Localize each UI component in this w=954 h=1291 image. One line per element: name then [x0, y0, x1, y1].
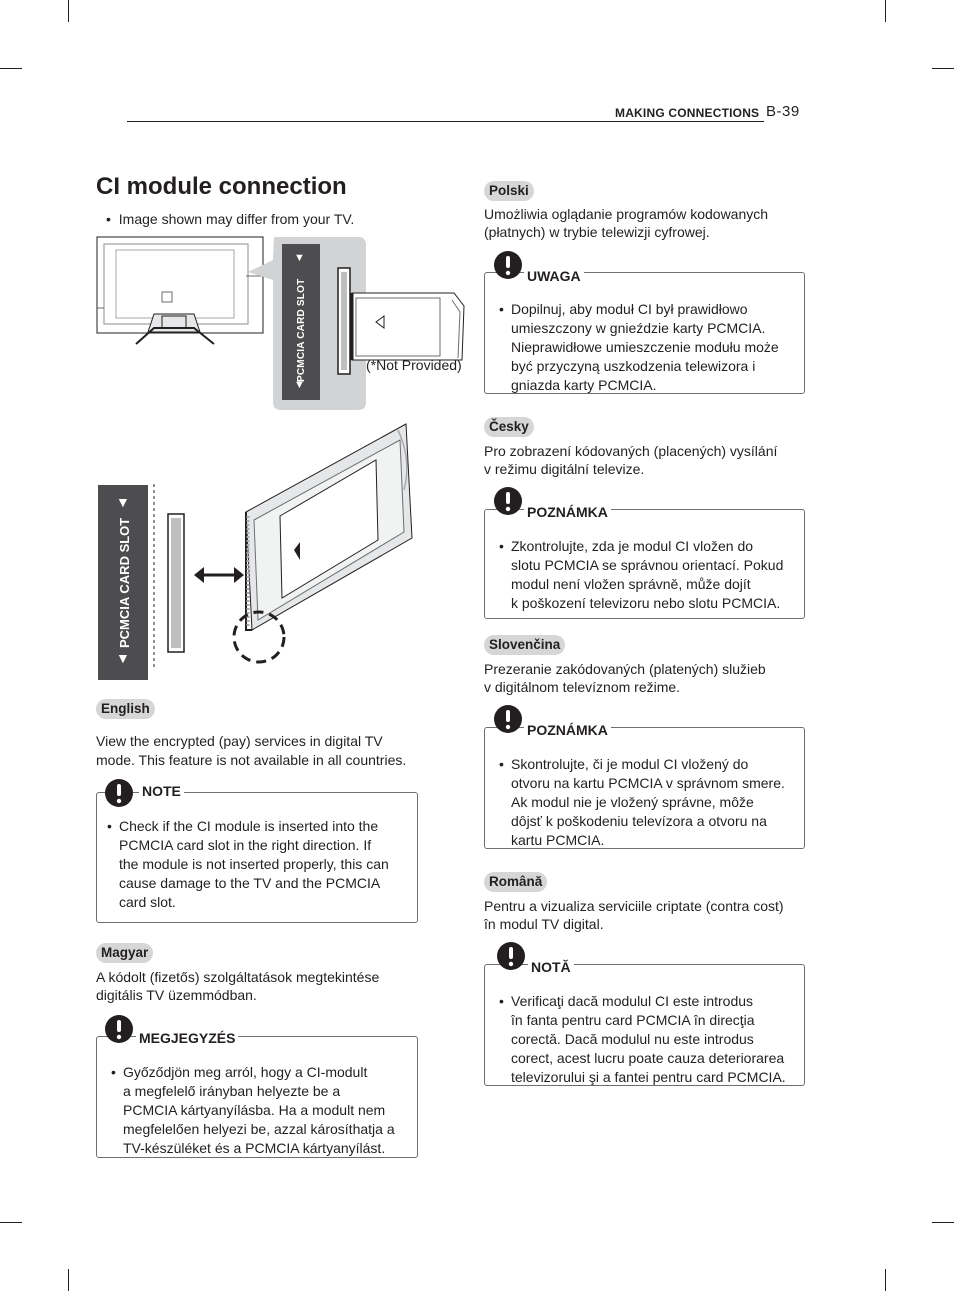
text-line: Prezeranie zakódovaných (platených) služieb	[484, 661, 766, 677]
crop-mark	[0, 1222, 22, 1223]
text-line: corect, acest lucru poate cauza deteriorarea	[511, 1050, 785, 1066]
text-line: Győződjön meg arról, hogy a CI-modult	[123, 1064, 368, 1080]
text-line: PCMCIA kártyanyílásba. Ha a modult nem	[123, 1102, 386, 1118]
exclamation-icon	[493, 250, 523, 280]
bullet-dot: •	[111, 1064, 116, 1080]
text-line: în fanta pentru card PCMCIA în direcţia	[511, 1012, 755, 1028]
note-label: POZNÁMKA	[524, 722, 611, 738]
crop-mark	[885, 0, 886, 22]
polski-desc	[484, 205, 768, 241]
note-item	[499, 300, 779, 395]
bullet-dot: •	[499, 301, 504, 317]
lang-tag-polski: Polski	[484, 181, 534, 201]
arrow-down-icon: ▼	[116, 494, 130, 510]
text-line: Pro zobrazení kódovaných (placených) vysílání	[484, 443, 778, 459]
note-label: POZNÁMKA	[524, 504, 611, 520]
tv-rear-illustration	[96, 236, 368, 412]
note-item	[107, 817, 389, 912]
text-line: a megfelelő irányban helyezte be a	[123, 1083, 341, 1099]
bullet-dot: •	[499, 993, 504, 1009]
bullet-dot: •	[107, 818, 112, 834]
text-line: Umożliwia oglądanie programów kodowanych	[484, 206, 769, 222]
exclamation-icon	[496, 941, 526, 971]
text-line: TV-készüléket és a PCMCIA kártyanyílást.	[123, 1140, 386, 1156]
text-line: View the encrypted (pay) services in digital TV	[96, 733, 383, 749]
text-line: otvoru na kartu PCMCIA v správnom smere.	[511, 775, 785, 791]
arrow-down-icon: ▼	[294, 252, 305, 264]
text-line: Nieprawidłowe umieszczenie modułu może	[511, 339, 779, 355]
text-line: A kódolt (fizetős) szolgáltatások megtekintése	[96, 969, 380, 985]
header-rule	[127, 121, 764, 122]
text-line: (płatnych) w trybie telewizji cyfrowej.	[484, 224, 710, 240]
text-line: Check if the CI module is inserted into the	[119, 818, 379, 834]
text-line: umieszczony w gnieździe karty PCMCIA.	[511, 320, 766, 336]
lang-tag-cesky: Česky	[484, 417, 534, 437]
crop-mark	[68, 0, 69, 22]
crop-mark	[932, 68, 954, 69]
cesky-desc	[484, 442, 777, 478]
lang-tag-magyar: Magyar	[96, 943, 153, 963]
bullet-dot: •	[499, 756, 504, 772]
not-provided-note: (*Not Provided)	[366, 357, 462, 373]
crop-mark	[0, 68, 22, 69]
lang-tag-romana: Română	[484, 872, 547, 892]
note-label: NOTĂ	[528, 959, 574, 975]
text-line: gniazda karty PCMCIA.	[511, 377, 657, 393]
text-line: televizorului şi a fantei pentru card PCMCIA.	[511, 1069, 786, 1085]
text-line: în modul TV digital.	[484, 916, 604, 932]
text-line: card slot.	[119, 894, 176, 910]
ci-insertion-illustration	[150, 420, 420, 670]
magyar-desc	[96, 968, 379, 1004]
note-label: UWAGA	[524, 268, 584, 284]
exclamation-icon	[493, 704, 523, 734]
text-line: mode. This feature is not available in all countries.	[96, 752, 407, 768]
text-line: Skontrolujte, či je modul CI vložený do	[511, 756, 749, 772]
text-line: Verificaţi dacă modulul CI este introdus	[511, 993, 754, 1009]
slovencina-desc	[484, 660, 766, 696]
crop-mark	[932, 1222, 954, 1223]
text-line: PCMCIA card slot in the right direction. If	[119, 837, 372, 853]
lang-tag-slovencina: Slovenčina	[484, 635, 565, 655]
exclamation-icon	[493, 486, 523, 516]
arrow-down-icon: ▼	[294, 379, 305, 391]
text-line: v digitálnom televíznom režime.	[484, 679, 681, 695]
text-line: corectă. Dacă modulul nu este introdus	[511, 1031, 754, 1047]
slot-label-large: PCMCIA CARD SLOT	[117, 517, 132, 648]
text-line: megfelelően helyezi be, azzal károsíthatja a	[123, 1121, 395, 1137]
note-item	[111, 1063, 395, 1158]
arrow-down-icon: ▼	[116, 650, 130, 666]
page-number: B-39	[766, 103, 800, 120]
text-line: dôjsť k poškodeniu televízora a otvoru na	[511, 813, 767, 829]
intro-text: Image shown may differ from your TV.	[118, 211, 355, 227]
text-line: Dopilnuj, aby moduł CI był prawidłowo	[511, 301, 748, 317]
note-item	[499, 537, 784, 613]
note-item	[499, 755, 785, 850]
text-line: k poškození televizoru nebo slotu PCMCIA.	[511, 595, 781, 611]
note-label: NOTE	[139, 783, 184, 799]
note-item	[499, 992, 786, 1087]
text-line: kartu PCMCIA.	[511, 832, 605, 848]
exclamation-icon	[104, 1014, 134, 1044]
exclamation-icon	[104, 778, 134, 808]
text-line: digitális TV üzemmódban.	[96, 987, 257, 1003]
intro-bullet	[106, 211, 354, 227]
bullet-dot: •	[499, 538, 504, 554]
text-line: the module is not inserted properly, this can	[119, 856, 389, 872]
english-desc	[96, 732, 406, 769]
crop-mark	[68, 1269, 69, 1291]
section-title: MAKING CONNECTIONS	[615, 106, 760, 120]
text-line: slotu PCMCIA se správnou orientací. Pokud	[511, 557, 784, 573]
bullet-dot: •	[106, 211, 111, 227]
text-line: Ak modul nie je vložený správne, môže	[511, 794, 754, 810]
romana-desc	[484, 897, 784, 933]
text-line: być przyczyną uszkodzenia telewizora i	[511, 358, 756, 374]
text-line: modul není vložen správně, může dojít	[511, 576, 751, 592]
slot-label-small: PCMCIA CARD SLOT	[296, 278, 307, 382]
note-label: MEGJEGYZÉS	[136, 1030, 238, 1046]
text-line: v režimu digitální televize.	[484, 461, 645, 477]
text-line: cause damage to the TV and the PCMCIA	[119, 875, 381, 891]
lang-tag-english: English	[96, 699, 155, 719]
text-line: Zkontrolujte, zda je modul CI vložen do	[511, 538, 754, 554]
ci-module-illustration	[344, 290, 466, 364]
crop-mark	[885, 1269, 886, 1291]
page-title: CI module connection	[96, 173, 347, 200]
text-line: Pentru a vizualiza serviciile criptate (contra cost)	[484, 898, 784, 914]
